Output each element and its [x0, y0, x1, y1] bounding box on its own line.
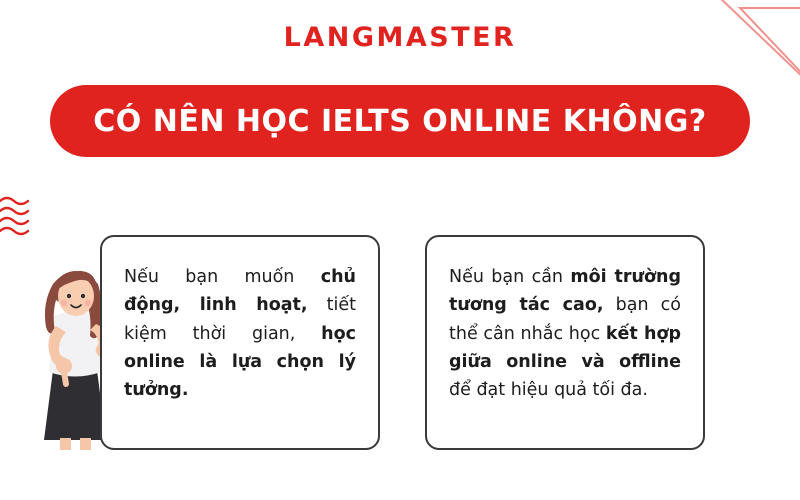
card-1-seg-2: tiết kiệm thời gian, [124, 295, 356, 344]
card-1-seg-0: Nếu bạn muốn [124, 267, 321, 287]
card-2-seg-1: môi trường tương tác cao, [449, 267, 681, 316]
brand-logo-text: LANGMASTER [283, 22, 517, 53]
page-title: CÓ NÊN HỌC IELTS ONLINE KHÔNG? [93, 103, 707, 139]
headline-banner [50, 85, 750, 157]
card-1-seg-1: chủ động, linh hoạt, [124, 267, 356, 316]
info-card-online [100, 235, 380, 450]
card-2-text [449, 263, 681, 405]
wave-lines-decoration [0, 195, 46, 241]
card-1-text [124, 263, 356, 405]
card-2-seg-2: bạn có thể cân nhắc học [449, 295, 681, 344]
card-1-seg-3: học online là lựa chọn lý tưởng. [124, 323, 356, 401]
card-2-seg-3: kết hợp giữa online và offline [449, 323, 681, 373]
card-2-seg-4: để đạt hiệu quả tối đa. [449, 380, 648, 401]
info-card-hybrid [425, 235, 705, 450]
card-2-seg-0: Nếu bạn cần [449, 267, 571, 287]
